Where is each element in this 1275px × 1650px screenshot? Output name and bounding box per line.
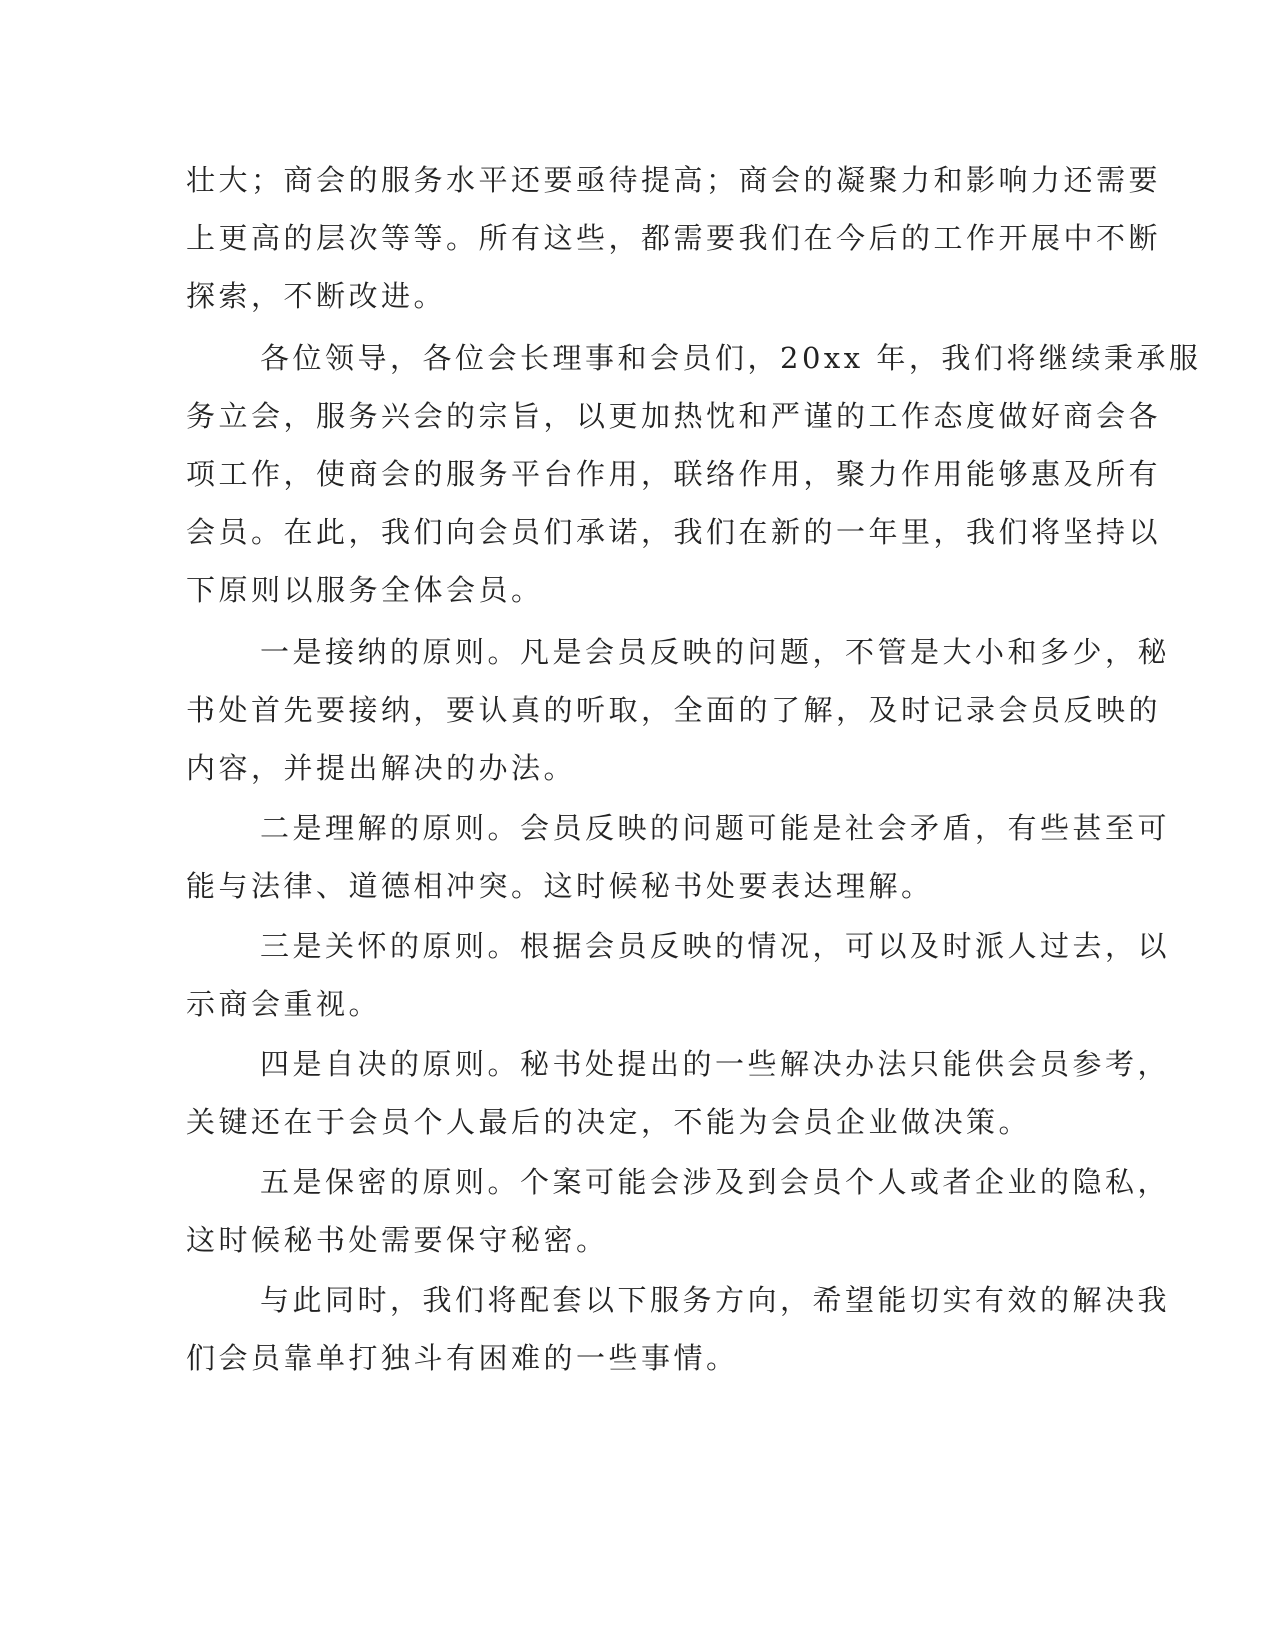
text-line: 探索，不断改进。 <box>186 279 447 313</box>
text-line: 四是自决的原则。秘书处提出的一些解决办法只能供会员参考， <box>260 1047 1171 1081</box>
text-line: 一是接纳的原则。凡是会员反映的问题，不管是大小和多少，秘 <box>260 635 1171 669</box>
text-line: 务立会，服务兴会的宗旨，以更加热忱和严谨的工作态度做好商会各 <box>186 399 1162 433</box>
text-line: 们会员靠单打独斗有困难的一些事情。 <box>186 1341 739 1375</box>
text-line: 书处首先要接纳，要认真的听取，全面的了解，及时记录会员反映的 <box>186 693 1162 727</box>
text-line: 各位领导，各位会长理事和会员们，20xx 年，我们将继续秉承服 <box>260 341 1202 375</box>
text-line: 项工作，使商会的服务平台作用，联络作用，聚力作用能够惠及所有 <box>186 457 1162 491</box>
text-line: 五是保密的原则。个案可能会涉及到会员个人或者企业的隐私， <box>260 1165 1171 1199</box>
text-line: 下原则以服务全体会员。 <box>186 573 544 607</box>
text-line: 关键还在于会员个人最后的决定，不能为会员企业做决策。 <box>186 1105 1032 1139</box>
text-line: 二是理解的原则。会员反映的问题可能是社会矛盾，有些甚至可 <box>260 811 1171 845</box>
text-line: 能与法律、道德相冲突。这时候秘书处要表达理解。 <box>186 869 934 903</box>
text-line: 上更高的层次等等。所有这些，都需要我们在今后的工作开展中不断 <box>186 221 1162 255</box>
text-line: 三是关怀的原则。根据会员反映的情况，可以及时派人过去，以 <box>260 929 1171 963</box>
text-line: 内容，并提出解决的办法。 <box>186 751 577 785</box>
text-line: 会员。在此，我们向会员们承诺，我们在新的一年里，我们将坚持以 <box>186 515 1162 549</box>
text-line: 这时候秘书处需要保守秘密。 <box>186 1223 609 1257</box>
text-line: 示商会重视。 <box>186 987 382 1021</box>
text-line: 壮大；商会的服务水平还要亟待提高；商会的凝聚力和影响力还需要 <box>186 163 1162 197</box>
text-line: 与此同时，我们将配套以下服务方向，希望能切实有效的解决我 <box>260 1283 1171 1317</box>
